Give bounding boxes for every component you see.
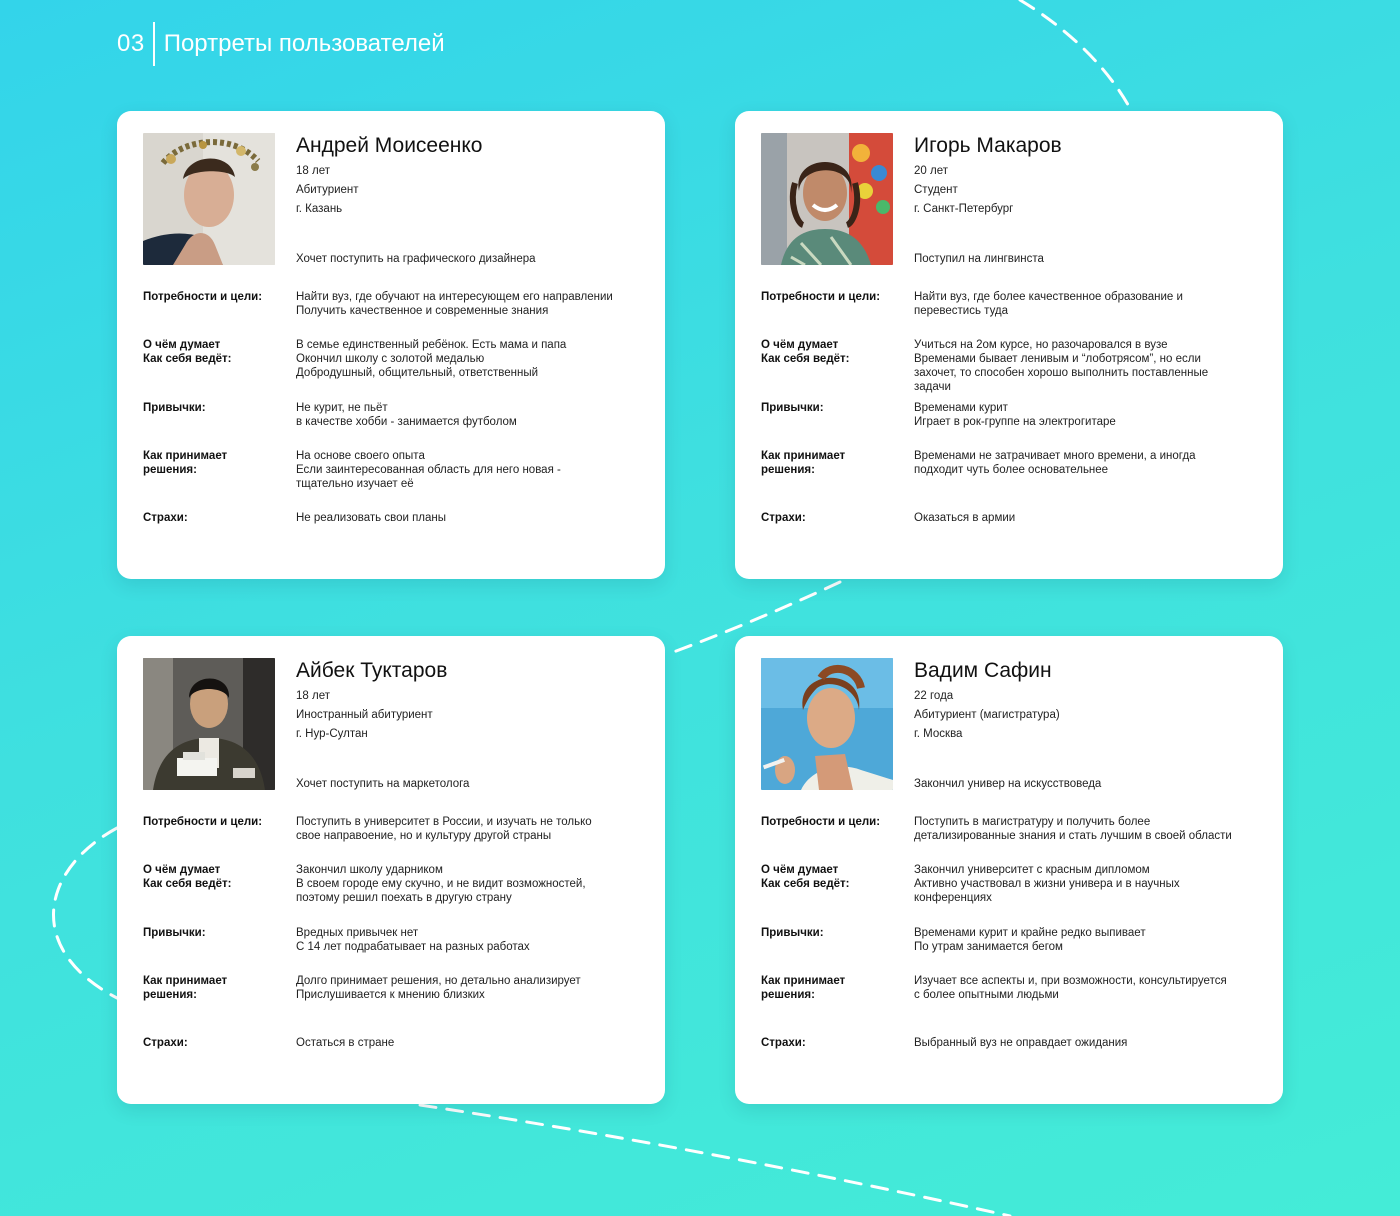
thinks-label: О чём думает Как себя ведёт: xyxy=(761,864,850,890)
decisions-value: Временами не затрачивает много времени, а иногда подходит чуть более основательнее xyxy=(914,450,1196,476)
persona-intent: Закончил универ на искусствоведа xyxy=(914,778,1102,790)
fears-value: Остаться в стране xyxy=(296,1037,395,1049)
decisions-value: Долго принимает решения, но детально анализирует Прислушивается к мнению близких xyxy=(296,975,581,1001)
decisions-label: Как принимает решения: xyxy=(143,975,228,1001)
persona-photo xyxy=(143,658,275,790)
habits-value: Временами курит и крайне редко выпивает По утрам занимается бегом xyxy=(914,927,1146,953)
fears-value: Оказаться в армии xyxy=(914,512,1016,524)
persona-name: Андрей Моисеенко xyxy=(296,134,483,157)
habits-row xyxy=(143,926,645,954)
header-divider xyxy=(153,22,155,66)
thinks-value: В семье единственный ребёнок. Есть мама и папа Окончил школу с золотой медалью Добродушный, общительный, ответственный xyxy=(296,339,567,379)
persona-city: г. Санкт-Петербург xyxy=(914,203,1014,215)
habits-row xyxy=(143,401,645,429)
habits-label: Привычки: xyxy=(143,927,206,939)
persona-city: г. Нур-Султан xyxy=(296,728,368,740)
needs-value: Найти вуз, где более качественное образование и перевестись туда xyxy=(914,291,1183,317)
thinks-value: Учиться на 2ом курсе, но разочаровался в вузе Временами бывает ленивым и “лоботрясом”, но если захочет, то способен хорошо выполнить поставленные задачи xyxy=(914,339,1209,393)
persona-name: Вадим Сафин xyxy=(914,659,1052,682)
thinks-row xyxy=(143,863,645,905)
habits-row xyxy=(761,401,1263,429)
persona-name: Айбек Туктаров xyxy=(296,659,448,682)
fears-value: Выбранный вуз не оправдает ожидания xyxy=(914,1037,1128,1049)
persona-age: 20 лет xyxy=(914,165,948,177)
needs-row xyxy=(143,290,645,318)
needs-row xyxy=(761,815,1263,843)
persona-photo xyxy=(761,658,893,790)
persona-age: 22 года xyxy=(914,690,954,702)
needs-row xyxy=(143,815,645,843)
thinks-value: Закончил университет с красным дипломом Активно участвовал в жизни универа и в научных конференциях xyxy=(914,864,1180,904)
persona-card-andrey xyxy=(117,111,665,579)
persona-intent: Хочет поступить на графического дизайнера xyxy=(296,253,536,265)
fears-row xyxy=(761,1036,1263,1050)
persona-role: Абитуриент xyxy=(296,184,359,196)
habits-row xyxy=(761,926,1263,954)
habits-label: Привычки: xyxy=(143,402,206,414)
needs-row xyxy=(761,290,1263,318)
thinks-label: О чём думает Как себя ведёт: xyxy=(143,864,232,890)
persona-name: Игорь Макаров xyxy=(914,134,1062,157)
section-number: 03 xyxy=(117,30,145,57)
persona-photo xyxy=(761,133,893,265)
fears-label: Страхи: xyxy=(143,1037,188,1049)
page-title: Портреты пользователей xyxy=(163,30,445,57)
fears-value: Не реализовать свои планы xyxy=(296,512,447,524)
thinks-row xyxy=(761,338,1263,394)
needs-value: Поступить в магистратуру и получить более детализированные знания и стать лучшим в своей области xyxy=(914,816,1232,842)
decisions-label: Как принимает решения: xyxy=(761,450,846,476)
persona-age: 18 лет xyxy=(296,165,330,177)
thinks-label: О чём думает Как себя ведёт: xyxy=(761,339,850,365)
persona-card-igor xyxy=(735,111,1283,579)
page-header xyxy=(117,22,445,66)
persona-city: г. Москва xyxy=(914,728,963,740)
decisions-row xyxy=(143,974,645,1002)
needs-value: Поступить в университет в России, и изучать не только свое направоение, но и культуру другой страны xyxy=(296,816,592,842)
decisions-value: Изучает все аспекты и, при возможности, консультируется с более опытными людьми xyxy=(914,975,1227,1001)
persona-card-vadim xyxy=(735,636,1283,1104)
thinks-value: Закончил школу ударником В своем городе ему скучно, и не видит возможностей, поэтому решил поехать в другую страну xyxy=(296,864,586,904)
persona-city: г. Казань xyxy=(296,203,343,215)
needs-label: Потребности и цели: xyxy=(761,291,881,303)
decisions-row xyxy=(143,449,645,491)
persona-role: Студент xyxy=(914,184,958,196)
thinks-label: О чём думает Как себя ведёт: xyxy=(143,339,232,365)
fears-row xyxy=(143,1036,645,1050)
habits-value: Не курит, не пьёт в качестве хобби - занимается футболом xyxy=(296,402,517,428)
decisions-row xyxy=(761,449,1263,477)
persona-role: Абитуриент (магистратура) xyxy=(914,709,1060,721)
needs-label: Потребности и цели: xyxy=(143,291,263,303)
fears-label: Страхи: xyxy=(761,1037,806,1049)
persona-role: Иностранный абитуриент xyxy=(296,709,433,721)
needs-label: Потребности и цели: xyxy=(761,816,881,828)
habits-label: Привычки: xyxy=(761,402,824,414)
fears-label: Страхи: xyxy=(761,512,806,524)
needs-value: Найти вуз, где обучают на интересующем его направлении Получить качественное и современные знания xyxy=(296,291,613,317)
needs-label: Потребности и цели: xyxy=(143,816,263,828)
fears-row xyxy=(143,511,645,525)
thinks-row xyxy=(761,863,1263,905)
decisions-row xyxy=(761,974,1263,1002)
habits-value: Вредных привычек нет С 14 лет подрабатывает на разных работах xyxy=(296,927,530,953)
habits-value: Временами курит Играет в рок-группе на электрогитаре xyxy=(914,402,1116,428)
persona-intent: Поступил на лингвинста xyxy=(914,253,1044,265)
fears-label: Страхи: xyxy=(143,512,188,524)
fears-row xyxy=(761,511,1263,525)
habits-label: Привычки: xyxy=(761,927,824,939)
decisions-label: Как принимает решения: xyxy=(761,975,846,1001)
persona-card-aibek xyxy=(117,636,665,1104)
decisions-label: Как принимает решения: xyxy=(143,450,228,476)
persona-photo xyxy=(143,133,275,265)
persona-intent: Хочет поступить на маркетолога xyxy=(296,778,470,790)
persona-age: 18 лет xyxy=(296,690,330,702)
thinks-row xyxy=(143,338,645,380)
decisions-value: На основе своего опыта Если заинтересованная область для него новая - тщательно изучает её xyxy=(296,450,561,490)
